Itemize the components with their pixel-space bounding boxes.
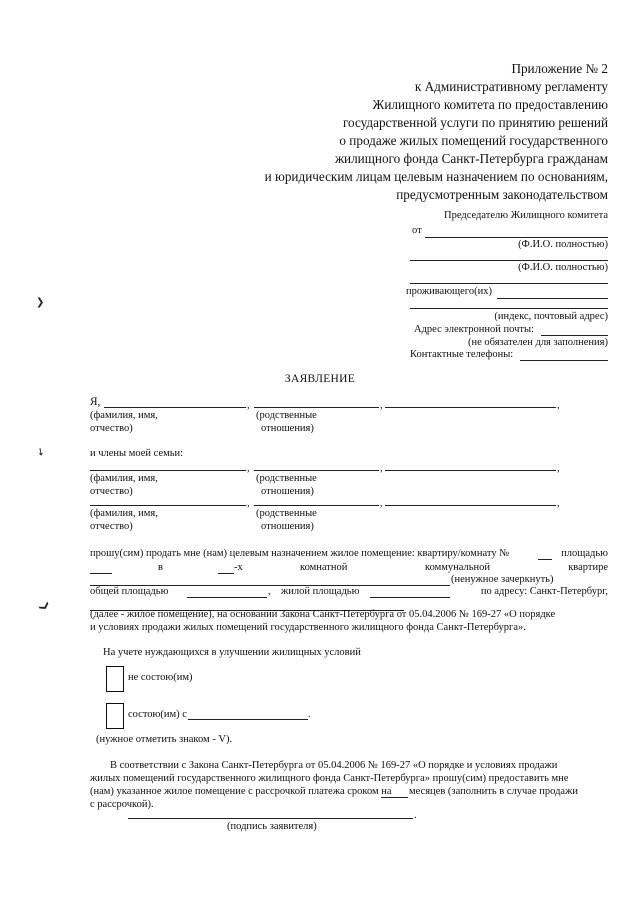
header-line-6: жилищного фонда Санкт-Петербурга гражданам [334,151,608,166]
optional-hint: (не обязателен для заполнения) [467,337,608,348]
applicant-ya: Я, [90,396,101,408]
relation-hint-1: (родственные [256,473,317,484]
period: . [414,810,417,821]
signature-hint: (подпись заявителя) [227,821,317,832]
rooms-count-line[interactable] [218,573,234,574]
residing-label: проживающего(их) [406,286,492,297]
email-label: Адрес электронной почты: [414,324,534,335]
not-registered-label: не состою(им) [128,672,193,683]
address-line[interactable] [410,308,608,309]
residing-line[interactable] [497,298,608,299]
document-title: ЗАЯВЛЕНИЕ [284,373,356,385]
name-hint-2: отчество) [90,486,133,497]
email-line[interactable] [541,335,608,336]
fio-hint-1: (Ф.И.О. полностью) [518,239,608,250]
fio-line-2[interactable] [410,260,608,261]
family1-name-line[interactable] [90,470,246,471]
comma: , [380,400,383,411]
not-registered-checkbox[interactable] [106,666,124,692]
addressee-from: от [412,225,422,236]
fio-hint-2: (Ф.И.О. полностью) [518,262,608,273]
installment-p1: В соответствии с Закона Санкт-Петербурга от 05.04.2006 № 169-27 «О порядке и условиях продажи [110,760,558,771]
request-line-1: прошу(сим) продать мне (нам) целевым назначением жилое помещение: квартиру/комнату № [90,548,510,559]
comma: , [380,498,383,509]
room-number-line[interactable] [538,559,552,560]
comma: , [557,463,560,474]
name-hint-2: отчество) [90,521,133,532]
total-area-line[interactable] [187,597,267,598]
months-line[interactable] [381,797,408,798]
name-hint-1: (фамилия, имя, [90,473,158,484]
header-line-2: к Административному регламенту [414,79,608,94]
period: . [308,709,311,720]
comma: , [268,586,271,597]
applicant-name-line[interactable] [104,407,246,408]
header-line-1: Приложение № 2 [511,61,608,76]
applicant-extra-line[interactable] [385,407,556,408]
installment-p3b: месяцев (заполнить в случае продажи [409,786,578,797]
family1-extra-line[interactable] [385,470,556,471]
request-obshchey: общей площадью [90,586,169,597]
name-hint-1: (фамилия, имя, [90,410,158,421]
comma: , [247,498,250,509]
request-kommunalnoy: коммунальной [425,562,491,573]
request-kvartire: квартире [568,562,608,573]
scan-mark: ❯ [36,297,45,308]
scan-mark: ➘ [33,445,47,460]
comma: , [557,400,560,411]
installment-p3a: (нам) указанное жилое помещение с рассрочкой платежа сроком на [90,786,392,797]
request-komnatnoy: комнатной [300,562,348,573]
name-hint-2: отчество) [90,423,133,434]
applicant-relation-line[interactable] [254,407,379,408]
comma: , [380,463,383,474]
registry-heading: На учете нуждающихся в улучшении жилищных условий [103,647,361,658]
family1-relation-line[interactable] [254,470,379,471]
area-line-1[interactable] [90,573,112,574]
comma: , [247,463,250,474]
header-line-7: и юридическим лицам целевым назначением по основаниям, [264,169,608,184]
strike-hint: (ненужное зачеркнуть) [451,574,554,585]
registered-checkbox[interactable] [106,703,124,729]
living-area-line[interactable] [370,597,450,598]
phones-label: Контактные телефоны: [410,349,514,360]
request-zhiloy: жилой площадью [281,586,360,597]
header-line-3: Жилищного комитета по предоставлению [372,97,608,112]
comma: , [557,498,560,509]
family-members-label: и члены моей семьи: [90,448,184,459]
header-line-8: предусмотренным законодательством [396,187,608,202]
relation-hint-1: (родственные [256,410,317,421]
installment-p4: с рассрочкой). [90,799,154,810]
registered-since-line[interactable] [188,719,308,720]
scan-mark: ❯ [37,600,52,613]
request-v: в [158,562,163,573]
name-hint-1: (фамилия, имя, [90,508,158,519]
request-po-adresu: по адресу: Санкт-Петербург, [480,586,608,597]
address-hint: (индекс, почтовый адрес) [494,311,608,322]
relation-hint-2: отношения) [261,423,314,434]
family2-relation-line[interactable] [254,505,379,506]
signature-line[interactable] [128,818,413,819]
fio-line-1[interactable] [425,237,608,238]
request-ploshchadyu: площадью [561,548,608,559]
family2-name-line[interactable] [90,505,246,506]
installment-p2: жилых помещений государственного жилищного фонда Санкт-Петербурга» прошу(сим) предоставить мне [90,773,569,784]
registry-hint: (нужное отметить знаком - V). [96,734,233,745]
request-kh: -х [234,562,243,573]
phones-line[interactable] [520,360,608,361]
request-last-1: (далее - жилое помещение), на основании Закона Санкт-Петербурга от 05.04.2006 № 169-27 «О порядке [90,609,556,620]
residence-line-top[interactable] [410,283,608,284]
relation-hint-1: (родственные [256,508,317,519]
registered-label: состою(им) с [128,709,187,720]
addressee-to: Председателю Жилищного комитета [444,210,608,221]
family2-extra-line[interactable] [385,505,556,506]
relation-hint-2: отношения) [261,486,314,497]
relation-hint-2: отношения) [261,521,314,532]
header-line-5: о продаже жилых помещений государственного [339,133,608,148]
comma: , [247,400,250,411]
request-last-2: и условиях продажи жилых помещений государственного жилищного фонда Санкт-Петербурга». [90,622,526,633]
header-line-4: государственной услуги по принятию решений [342,115,608,130]
